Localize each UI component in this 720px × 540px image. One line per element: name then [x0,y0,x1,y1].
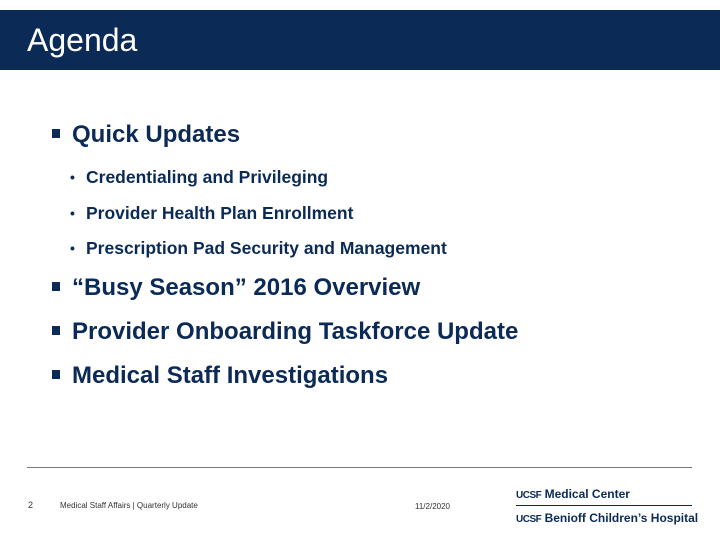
agenda-item-label: Quick Updates [72,121,241,148]
logo-line2-text: Benioff Children’s Hospital [544,511,699,525]
sub-item-label: Credentialing and Privileging [86,167,329,187]
agenda-item-label: Medical Staff Investigations [72,362,389,389]
agenda-item-busy-season [52,274,420,302]
agenda-item-quick-updates [52,121,240,149]
square-bullet-icon [52,326,60,335]
square-bullet-icon [52,370,60,379]
round-bullet-icon: • [70,205,75,221]
logo-ucsf-mark: UCSF [516,514,542,525]
sub-item-prescription-pad [70,238,447,259]
agenda-item-onboarding [52,318,518,346]
square-bullet-icon [52,282,60,291]
round-bullet-icon: • [70,169,75,185]
logo-divider [516,505,692,506]
agenda-item-investigations [52,362,388,390]
slide-title: Agenda [27,22,138,58]
ucsf-logo [516,484,699,528]
logo-ucsf-mark: UCSF [516,490,542,501]
round-bullet-icon: • [70,240,75,256]
sub-item-label: Provider Health Plan Enrollment [86,203,354,223]
footer-divider [27,467,692,468]
sub-item-label: Prescription Pad Security and Management [86,238,447,258]
agenda-item-label: Provider Onboarding Taskforce Update [72,318,519,345]
sub-item-credentialing [70,167,328,188]
footer-text: Medical Staff Affairs | Quarterly Update [60,501,198,510]
logo-line1-text: Medical Center [544,487,630,501]
footer-date: 11/2/2020 [415,502,450,511]
logo-line-childrens-hospital [516,511,698,525]
page-number: 2 [28,500,34,510]
title-bar [0,10,720,70]
square-bullet-icon [52,129,60,138]
logo-line-medical-center [516,487,630,501]
sub-item-health-plan [70,203,353,224]
agenda-item-label: “Busy Season” 2016 Overview [72,274,421,301]
